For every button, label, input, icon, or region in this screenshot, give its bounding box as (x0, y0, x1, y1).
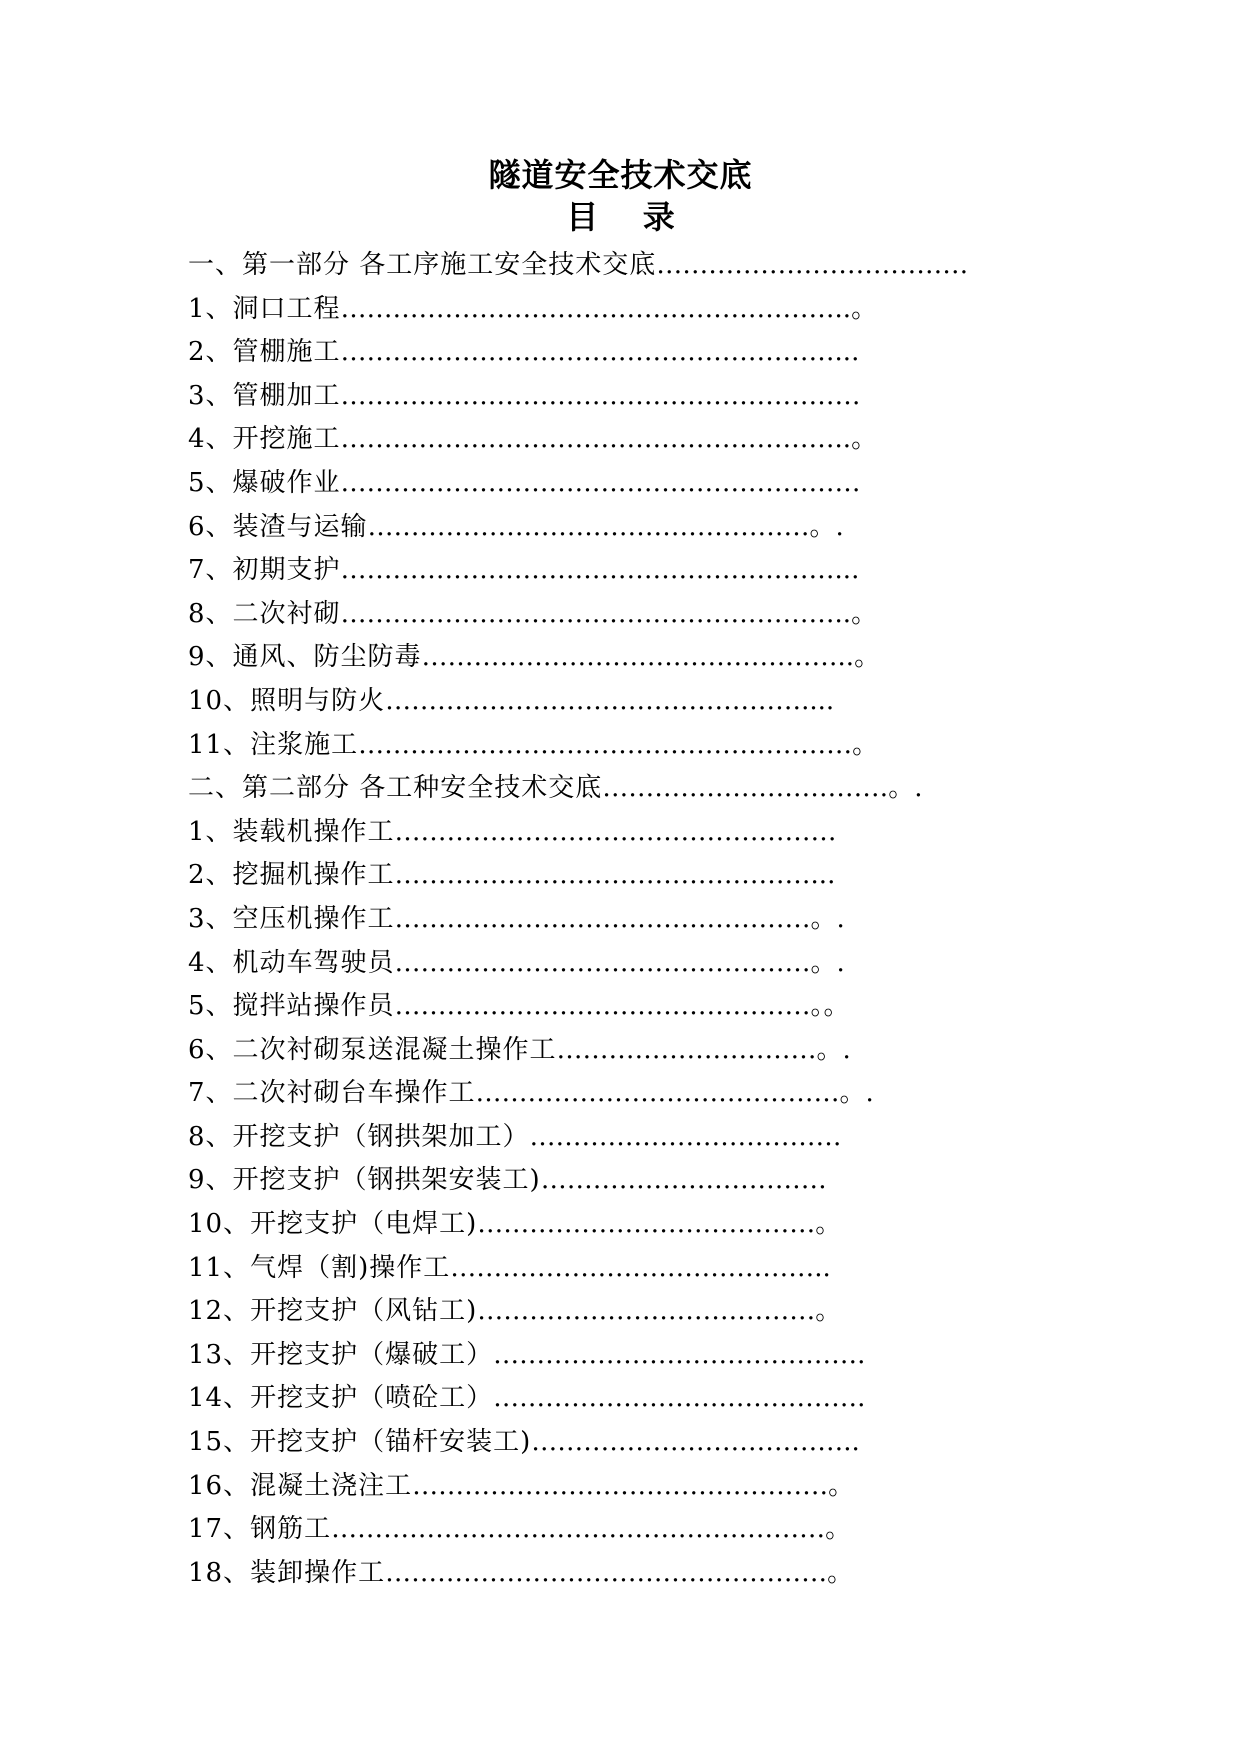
toc-entry[interactable] (188, 1116, 1038, 1160)
toc-entry-text: 6、装渣与运输 (188, 511, 368, 542)
toc-entry-text: 15、开挖支护（锚杆安装工) (188, 1427, 532, 1458)
toc-entry-text: 11、注浆施工 (188, 729, 359, 760)
toc-entry-text: 11、气焊（割)操作工 (188, 1252, 451, 1283)
toc-entry-text: 1、洞口工程 (188, 293, 341, 324)
toc-dot-leader: ……………………………………………。. (367, 511, 844, 542)
toc-dot-leader: …………………………………………………… (340, 467, 861, 498)
toc-dot-leader: …………………………………………………..。 (340, 424, 878, 455)
toc-entry[interactable] (188, 942, 1038, 986)
toc-dot-leader: …………………………………………………。 (331, 1514, 852, 1545)
toc-entry[interactable] (188, 1203, 1038, 1247)
toc-entry[interactable] (188, 1552, 1038, 1596)
toc-entry[interactable] (188, 1159, 1038, 1203)
toc-entry[interactable] (188, 724, 1038, 768)
toc-entry[interactable] (188, 462, 1038, 506)
toc-entry-text: 17、钢筋工 (188, 1514, 332, 1545)
toc-entry[interactable] (188, 985, 1038, 1029)
toc-entry-text: 3、空压机操作工 (188, 903, 395, 934)
toc-entry[interactable] (188, 767, 1038, 811)
toc-dot-leader: …………………………………………。. (394, 903, 845, 934)
toc-dot-leader: ……………………………….. (531, 1427, 860, 1458)
toc-dot-leader: ……………………………………. (493, 1339, 866, 1370)
toc-dot-leader: ……………………………… (656, 250, 969, 280)
toc-dot-leader: ……………………………………. (493, 1383, 866, 1414)
toc-entry-text: 6、二次衬砌泵送混凝土操作工 (188, 1034, 557, 1065)
toc-entry[interactable] (188, 418, 1038, 462)
toc-entry-text: 2、挖掘机操作工 (188, 860, 395, 891)
toc-dot-leader: …………………………………………………..。 (340, 598, 878, 629)
document-title: 隧道安全技术交底 (488, 156, 753, 194)
toc-entry-text: 一、第一部分 各工序施工安全技术交底 (188, 250, 657, 280)
toc-entry-text: 4、开挖施工 (188, 424, 341, 455)
toc-entry-text: 14、开挖支护（喷砼工） (188, 1383, 494, 1414)
toc-entry[interactable] (188, 854, 1038, 898)
toc-dot-leader: …………………………………………... (394, 860, 836, 891)
toc-dot-leader: …………………………。. (556, 1034, 851, 1065)
toc-dot-leader: …………………………………………………。 (358, 729, 879, 760)
toc-entry-text: 9、开挖支护（钢拱架安装工) (188, 1165, 541, 1196)
toc-entry[interactable] (188, 549, 1038, 593)
toc-entry-text: 3、管棚加工 (188, 380, 341, 411)
toc-entry-text: 9、通风、防尘防毒 (188, 642, 422, 673)
toc-entry-text: 2、管棚施工 (188, 337, 341, 368)
toc-entry[interactable] (188, 1029, 1038, 1073)
toc-entry-text: 12、开挖支护（风钻工) (188, 1296, 478, 1327)
toc-dot-leader: …………………………………………… (394, 816, 837, 847)
toc-entry-text: 18、装卸操作工 (188, 1557, 386, 1588)
toc-entry[interactable] (188, 898, 1038, 942)
toc-entry[interactable] (188, 1508, 1038, 1552)
toc-entry-text: 13、开挖支护（爆破工） (188, 1339, 494, 1370)
toc-dot-leader: …………………………………………。。 (394, 991, 850, 1022)
toc-entry[interactable] (188, 1072, 1038, 1116)
toc-entry[interactable] (188, 1334, 1038, 1378)
toc-entry[interactable] (188, 1377, 1038, 1421)
toc-entry[interactable] (188, 244, 1038, 288)
toc-entry-text: 10、开挖支护（电焊工) (188, 1209, 478, 1240)
toc-entry[interactable] (188, 1421, 1038, 1465)
toc-dot-leader: …………………………………………。 (412, 1470, 855, 1501)
toc-entry-text: 10、照明与防火 (188, 685, 386, 716)
toc-entry[interactable] (188, 375, 1038, 419)
toc-entry[interactable] (188, 506, 1038, 550)
toc-dot-leader: …………………………………………………… (340, 380, 861, 411)
toc-dot-leader: …………………………………。 (477, 1209, 842, 1240)
toc-entry[interactable] (188, 1465, 1038, 1509)
toc-entry[interactable] (188, 288, 1038, 332)
toc-entry-text: 1、装载机操作工 (188, 816, 395, 847)
toc-dot-leader: …………………………… (540, 1165, 827, 1196)
toc-entry-text: 5、爆破作业 (188, 467, 341, 498)
toc-dot-leader: ………………………………………….... (385, 685, 835, 716)
toc-dot-leader: ……………………………。. (602, 773, 923, 804)
toc-dot-leader: …………………………………………………... (340, 337, 860, 368)
toc-dot-leader: …………………………………………………... (340, 555, 860, 586)
toc-entry[interactable] (188, 811, 1038, 855)
toc-dot-leader: …………………………………………..。 (421, 642, 881, 673)
toc-dot-leader: …………………………………………。. (394, 947, 845, 978)
toc-entry-text: 8、开挖支护（钢拱架加工） (188, 1121, 530, 1152)
toc-entry-text: 4、机动车驾驶员 (188, 947, 395, 978)
toc-entry-text: 5、搅拌站操作员 (188, 991, 395, 1022)
toc-entry[interactable] (188, 1290, 1038, 1334)
toc-heading: 目 录 (566, 198, 675, 236)
toc-entry-text: 7、初期支护 (188, 555, 341, 586)
toc-entry-text: 16、混凝土浇注工 (188, 1470, 413, 1501)
toc-entry[interactable] (188, 593, 1038, 637)
toc-entry[interactable] (188, 331, 1038, 375)
toc-dot-leader: …………………………………….. (450, 1252, 831, 1283)
toc-dot-leader: …………………………………………………..。 (340, 293, 878, 324)
toc-dot-leader: ……………………………………………。 (385, 1557, 854, 1588)
toc-entry[interactable] (188, 680, 1038, 724)
toc-dot-leader: ……………………………… (529, 1121, 842, 1152)
table-of-contents (188, 244, 1038, 1595)
toc-dot-leader: ……………………………………。. (475, 1078, 874, 1109)
toc-entry[interactable] (188, 636, 1038, 680)
toc-entry[interactable] (188, 1247, 1038, 1291)
toc-entry-text: 7、二次衬砌台车操作工 (188, 1078, 476, 1109)
toc-dot-leader: …………………………………。 (477, 1296, 842, 1327)
toc-entry-text: 二、第二部分 各工种安全技术交底 (188, 773, 603, 804)
toc-entry-text: 8、二次衬砌 (188, 598, 341, 629)
